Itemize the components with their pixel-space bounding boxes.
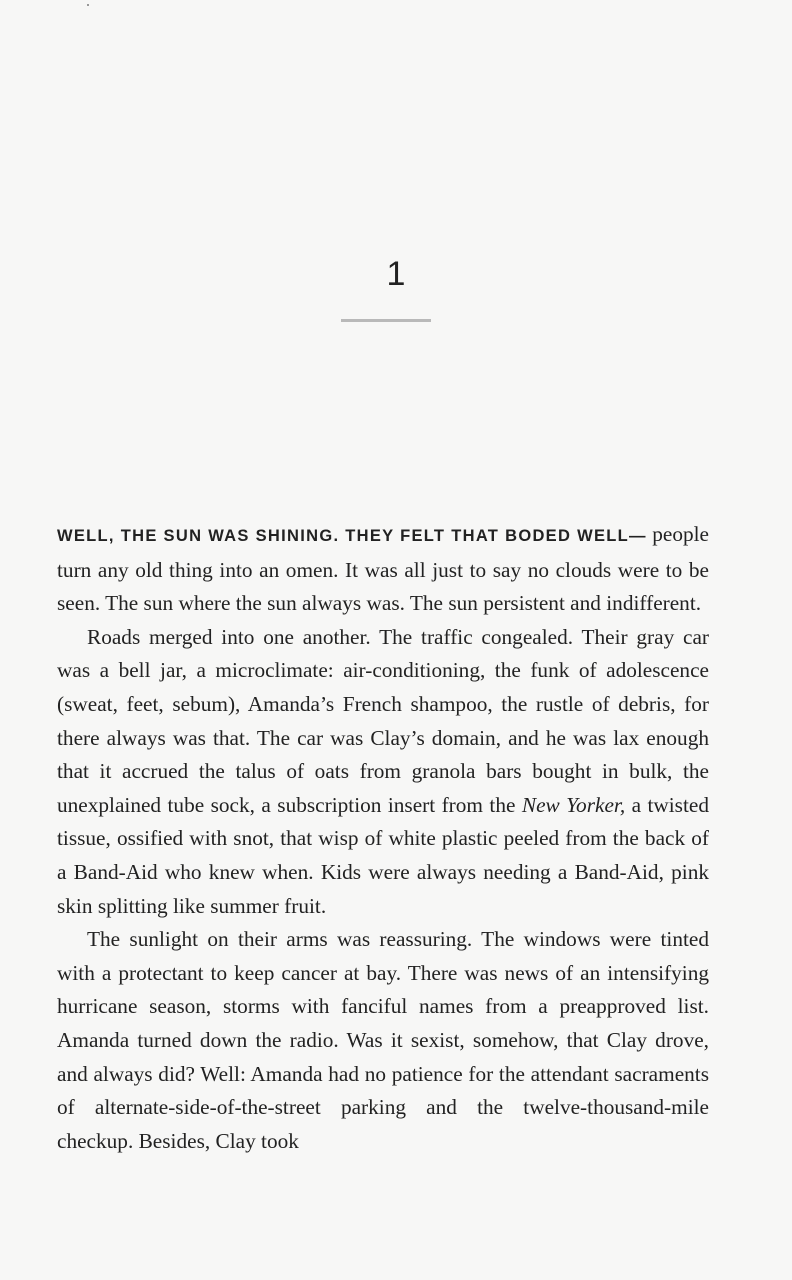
- scan-speck: [87, 4, 89, 6]
- paragraph-2-text-b: a twisted tissue, ossified with snot, that wisp of white plastic peeled from the back of a Band-Aid who knew when. Kids were always needing a Band-Aid, pink skin splitting like summer fruit.: [57, 792, 709, 918]
- paragraph-2-text-a: Roads merged into one another. The traffic congealed. Their gray car was a bell jar, a microclimate: air-conditioning, the funk of adolescence (sweat, feet, sebum), Amanda’s French shampoo, the rustle of debris, for there always was that. The car was Clay’s domain, and he was lax enough that it accrued the talus of oats from granola bars bought in bulk, the unexplained tube sock, a subscription insert from the: [57, 624, 709, 817]
- magazine-title: New Yorker,: [521, 792, 626, 817]
- paragraph-3-text: The sunlight on their arms was reassuring. The windows were tinted with a protectant to keep cancer at bay. There was news of an intensifying hurricane season, storms with fanciful names from a preapproved list. Amanda turned down the radio. Was it sexist, somehow, that Clay drove, and always did? Well: Amanda had no patience for the attendant sacraments of alternate-side-of-the-street parking and the twelve-thousand-mile checkup. Besides, Clay took: [57, 927, 709, 1153]
- paragraph-3: [57, 923, 709, 1158]
- chapter-rule: [341, 319, 431, 322]
- paragraph-1: [57, 518, 709, 621]
- body-text: [57, 518, 709, 1158]
- opening-small-caps: WELL, THE SUN WAS SHINING. THEY FELT THAT BODED WELL—: [57, 527, 647, 545]
- paragraph-1-text: people turn any old thing into an omen. It was all just to say no clouds were to be seen. The sun where the sun always was. The sun persistent and indifferent.: [57, 522, 709, 616]
- chapter-number: 1: [386, 255, 406, 293]
- paragraph-2: [57, 621, 709, 923]
